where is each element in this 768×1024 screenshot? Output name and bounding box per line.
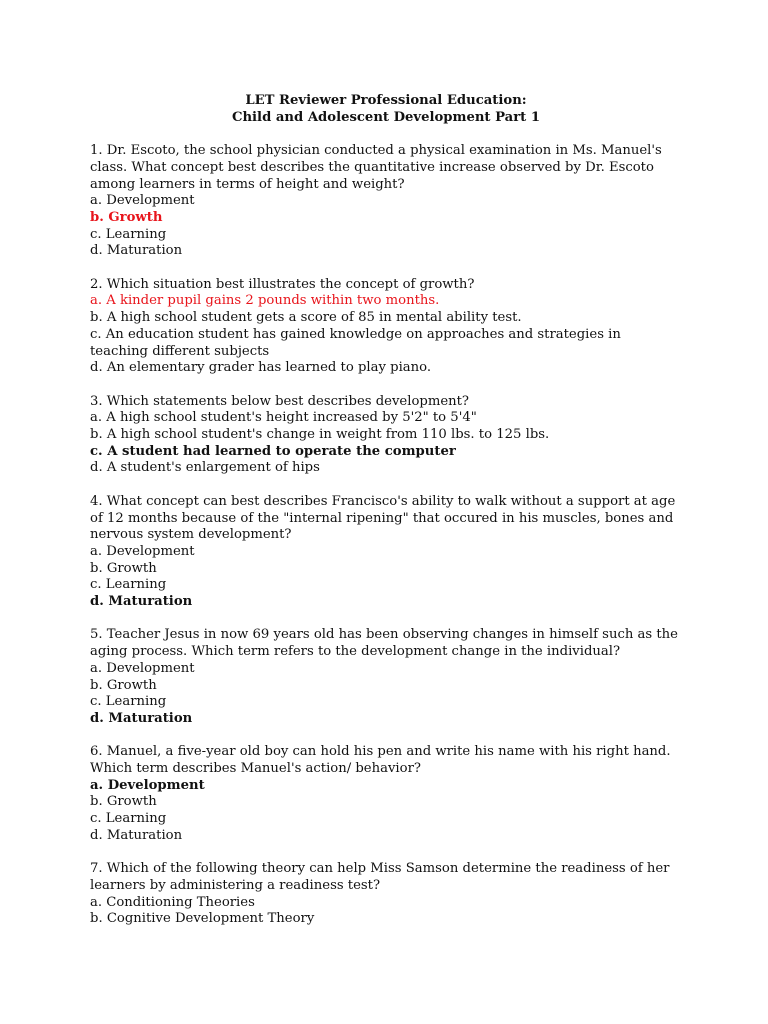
question-5 — [90, 627, 682, 727]
option-a: a. Conditioning Theories — [90, 894, 255, 910]
title-line-2: Child and Adolescent Development Part 1 — [231, 109, 541, 125]
option-c: c. Learning — [90, 811, 167, 827]
option-a: a. Development — [90, 543, 195, 559]
option-d: d. Maturation — [90, 243, 183, 259]
question-text: 1. Dr. Escoto, the school physician conducted a physical examination in Ms. Manuel's class. What concept best describes the quantitative increase observed by Dr. Escoto among learners in terms of height and weight? — [90, 143, 662, 192]
question-text: 5. Teacher Jesus in now 69 years old has been observing changes in himself such as the aging process. Which term refers to the development change in the individual? — [90, 627, 678, 660]
option-a: a. A high school student's height increased by 5'2" to 5'4" — [90, 410, 477, 426]
question-text: 3. Which statements below best describes development? — [90, 393, 469, 409]
question-7 — [90, 861, 682, 928]
option-b-answer: b. Growth — [90, 209, 163, 225]
question-1 — [90, 143, 682, 260]
question-2 — [90, 277, 682, 377]
option-d: d. Maturation — [90, 827, 183, 843]
document-title — [90, 93, 682, 126]
option-b: b. Growth — [90, 794, 157, 810]
question-text: 6. Manuel, a five-year old boy can hold his pen and write his name with his right hand. Which term describes Manuel's action/ behavior? — [90, 744, 671, 777]
question-6 — [90, 744, 682, 844]
option-a: a. Development — [90, 660, 195, 676]
option-a-answer: a. Development — [90, 777, 205, 793]
option-a: a. Development — [90, 193, 195, 209]
question-text: 4. What concept can best describes Francisco's ability to walk without a support at age of 12 months because of the "internal ripening" that occured in his muscles, bones and nervous system development? — [90, 493, 676, 543]
question-text: 2. Which situation best illustrates the concept of growth? — [90, 276, 475, 292]
option-b: b. A high school student's change in weight from 110 lbs. to 125 lbs. — [90, 427, 550, 443]
option-d: d. An elementary grader has learned to play piano. — [90, 360, 432, 376]
option-b: b. Cognitive Development Theory — [90, 911, 315, 927]
question-3 — [90, 394, 682, 478]
option-a-answer: a. A kinder pupil gains 2 pounds within two months. — [90, 293, 440, 309]
option-d-answer: d. Maturation — [90, 710, 193, 726]
option-c: c. An education student has gained knowledge on approaches and strategies in teaching different subjects — [90, 326, 621, 359]
option-c: c. Learning — [90, 226, 167, 242]
option-d: d. A student's enlargement of hips — [90, 460, 320, 476]
option-c: c. Learning — [90, 577, 167, 593]
question-4 — [90, 494, 682, 611]
option-c-answer: c. A student had learned to operate the computer — [90, 443, 456, 459]
option-b: b. Growth — [90, 560, 157, 576]
option-d-answer: d. Maturation — [90, 594, 193, 610]
question-text: 7. Which of the following theory can help Miss Samson determine the readiness of her learners by administering a readiness test? — [90, 861, 670, 893]
option-c: c. Learning — [90, 694, 167, 710]
option-b: b. Growth — [90, 677, 157, 693]
document-page — [90, 93, 682, 945]
option-b: b. A high school student gets a score of 85 in mental ability test. — [90, 310, 522, 326]
title-line-1: LET Reviewer Professional Education: — [245, 93, 527, 108]
